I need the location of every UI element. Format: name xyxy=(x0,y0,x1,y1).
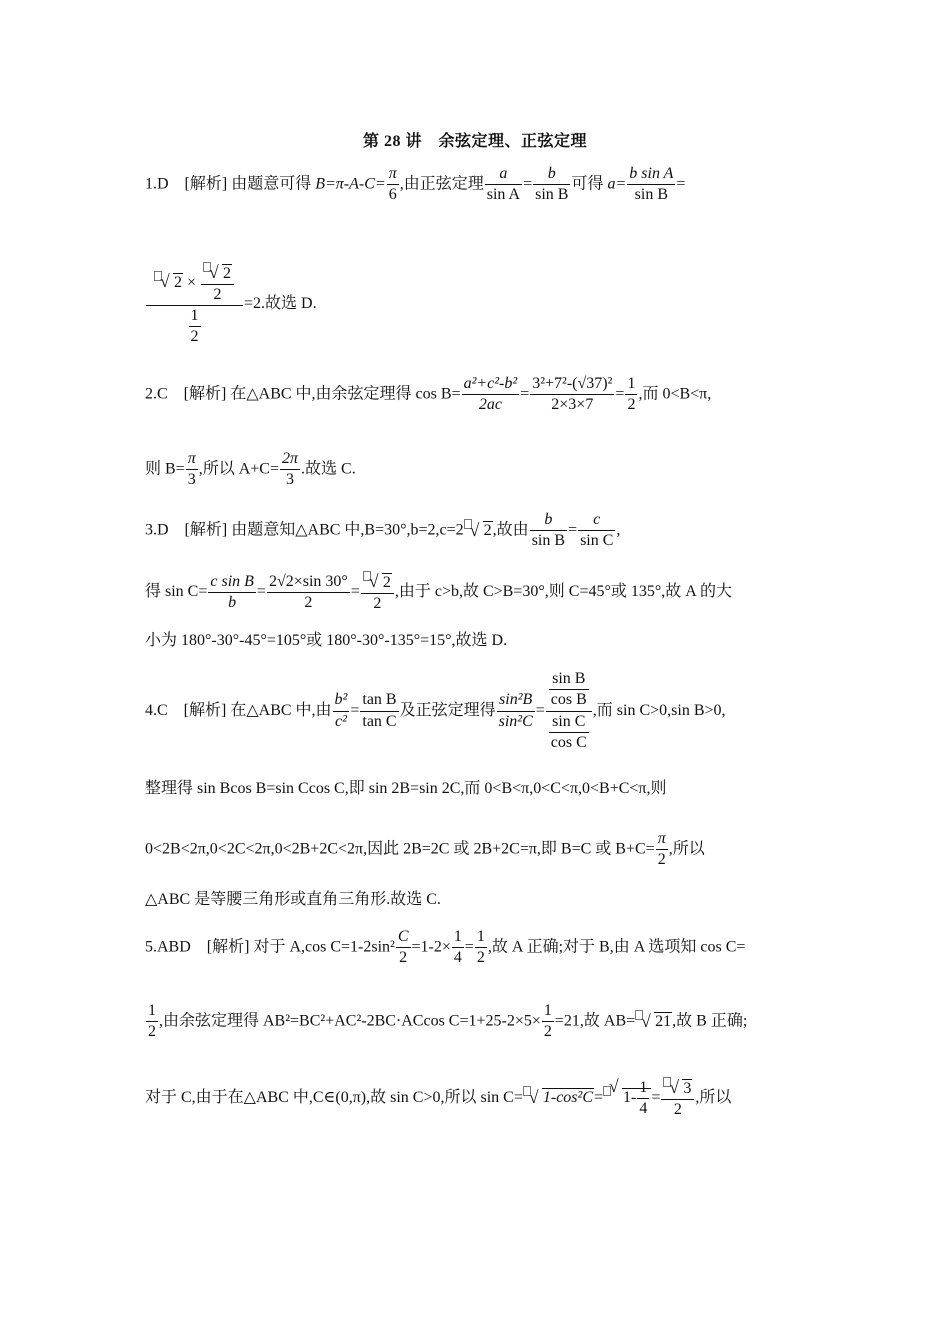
p2-head: 2.C [解析] 在△ABC 中,由余弦定理得 cos B= xyxy=(145,385,461,403)
p5-frac-sqrt3-2: √ 3 2 xyxy=(661,1077,694,1120)
p4-head: 4.C [解析] 在△ABC 中,由 xyxy=(145,701,332,719)
p3-frac-c-sinC: $\frac{c}{\text{sin C}}$ xyxy=(580,511,614,550)
p4-line1: 4.C [解析] 在△ABC 中,由 $\frac{\text{b²}}{\text{c²}}$ = $\frac{\text{tan B}}{\text{tan C}}$ 及正弦定理得 $\frac{\text{sin²B}}{\text{sin²C}}$ = $\frac{\frac{\text{sin B}}{\text{cos B}}}{\frac{\text{sin C}}{\text{cos C}}}$ ,而 sin C>0,sin B>0, xyxy=(145,670,726,752)
p4-frac-tan: $\frac{\text{tan B}}{\text{tan C}}$ xyxy=(362,691,397,730)
p3-frac-sqrt2-2: √ 2 2 xyxy=(361,571,394,614)
p4-frac-compound: $\frac{\frac{\text{sin B}}{\text{cos B}}}{\frac{\text{sin C}}{\text{cos C}}}$ xyxy=(546,670,592,753)
p1-line1: 1.D [解析] 由题意可得 B=π-A-C= $\frac{\pi}{6}$ ,由正弦定理 $\frac{a}{\text{sin A}}$ = $\frac{b}{\text{sin B}}$ 可得 a= $\frac{\text{b sin A}}{\text{sin B}}$ = xyxy=(145,165,686,204)
p2-frac-pi3: $\frac{\pi}{3}$ xyxy=(187,450,196,489)
p1-frac-bsinA-sinB: $\frac{\text{b sin A}}{\text{sin B}}$ xyxy=(629,165,674,204)
p1-line2 xyxy=(145,262,317,347)
p2-line2: 则 B= $\frac{\pi}{3}$ ,所以 A+C= $\frac{2\pi}{3}$ .故选 C. xyxy=(145,450,356,489)
p4-line4: △ABC 是等腰三角形或直角三角形.故选 C. xyxy=(145,891,441,908)
p3-frac-b-sinB: $\frac{b}{\text{sin B}}$ xyxy=(531,511,566,550)
p2-frac-2pi3: $\frac{2\pi}{3}$ xyxy=(282,450,299,489)
p4-frac-sin2: $\frac{\text{sin²B}}{\text{sin²C}}$ xyxy=(498,691,533,730)
p3-frac-expr: $\frac{2√2\times\sin 30^\circ}{2}$ xyxy=(268,572,348,611)
p4-frac-pi2: $\frac{\pi}{2}$ xyxy=(657,830,666,869)
p3-line3: 小为 180°-30°-45°=105°或 180°-30°-135°=15°,故选 D. xyxy=(145,632,508,649)
p5-head: 5.ABD [解析] 对于 A,cos C=1-2sin² xyxy=(145,938,395,956)
p5-frac-half-mid: $\frac{1}{2}$ xyxy=(543,1002,552,1041)
p2-line1: 2.C [解析] 在△ABC 中,由余弦定理得 cos B= $\frac{\text{a²+c²-b²}}{2ac}$ = $\frac{\text{3²+7²-(√37)²}}{2\times 3\times 7}$ = $\frac{1}{2}$ ,而 0<B<π, xyxy=(145,375,712,414)
p1-result: =2.故选 D. xyxy=(244,294,317,312)
p3-frac-csinB-b: $\frac{\text{c sin B}}{b}$ xyxy=(210,572,254,611)
p5-frac-half-lead: $\frac{1}{2}$ xyxy=(148,1002,156,1041)
p2-frac2: $\frac{\text{3²+7²-(√37)²}}{2\times 3\times 7}$ xyxy=(532,375,613,414)
p5-line3: 对于 C,由于在△ABC 中,C∈(0,π),故 sin C>0,所以 sin C= √ 1-cos²C= √ 1- $\frac{1}{4}$ = √ 3 2 ,所以 xyxy=(145,1075,732,1119)
p3-line2: 得 sin C= $\frac{\text{c sin B}}{b}$ = $\frac{2√2\times\sin 30^\circ}{2}$ = √ 2 2 ,由于 c>b,故 C>B=30°,则 C=45°或 135°,故 A 的大 xyxy=(145,571,732,613)
p2-frac1: $\frac{\text{a²+c²-b²}}{2ac}$ xyxy=(463,375,518,414)
p5-line1: 5.ABD [解析] 对于 A,cos C=1-2sin² $\frac{C}{2}$ =1-2× $\frac{1}{4}$ = $\frac{1}{2}$ ,故 A 正确;对于 B,由 A 选项知 cos C= xyxy=(145,928,746,967)
p3-head: 3.D [解析] 由题意知△ABC 中,B=30°,b=2,c=2 xyxy=(145,521,464,539)
p1-head: 1.D [解析] 由题意可得 xyxy=(145,175,316,193)
p3-line1: 3.D [解析] 由题意知△ABC 中,B=30°,b=2,c=2 √ 2,故由 $\frac{b}{\text{sin B}}$ = $\frac{c}{\text{sin C}}$ , xyxy=(145,511,621,550)
p5-frac-1-2: $\frac{1}{2}$ xyxy=(476,928,485,967)
p2-frac-half: $\frac{1}{2}$ xyxy=(627,375,636,414)
p5-frac-C2: $\frac{C}{2}$ xyxy=(397,928,409,967)
p4-line2: 整理得 sin Bcos B=sin Ccos C,即 sin 2B=sin 2C,而 0<B<π,0<C<π,0<B+C<π,则 xyxy=(145,780,667,797)
p1-frac-b-sinB: $\frac{b}{\text{sin B}}$ xyxy=(535,165,569,204)
p4-line3: 0<2B<2π,0<2C<2π,0<2B+2C<2π,因此 2B=2C 或 2B+2C=π,即 B=C 或 B+C= $\frac{\pi}{2}$ ,所以 xyxy=(145,830,705,869)
p4-frac-b2c2: $\frac{\text{b²}}{\text{c²}}$ xyxy=(334,691,348,730)
p5-line2: $\frac{1}{2}$ ,由余弦定理得 AB²=BC²+AC²-2BC·ACcos C=1+25-2×5× $\frac{1}{2}$ =21,故 AB= √ 21,故 B 正确; xyxy=(148,1002,748,1041)
p5-frac-1-4: $\frac{1}{4}$ xyxy=(453,928,462,967)
p1-frac-pi6: $\frac{\pi}{6}$ xyxy=(388,165,397,204)
p1-big-frac: √ 2 × √ 2 2 $\frac{1}{2}$ xyxy=(146,262,243,347)
page-title: 第 28 讲 余弦定理、正弦定理 xyxy=(362,133,587,150)
p1-frac-a-sinA: $\frac{a}{\text{sin A}}$ xyxy=(486,165,521,204)
p1-B-eq: B=π-A-C= xyxy=(315,175,386,193)
